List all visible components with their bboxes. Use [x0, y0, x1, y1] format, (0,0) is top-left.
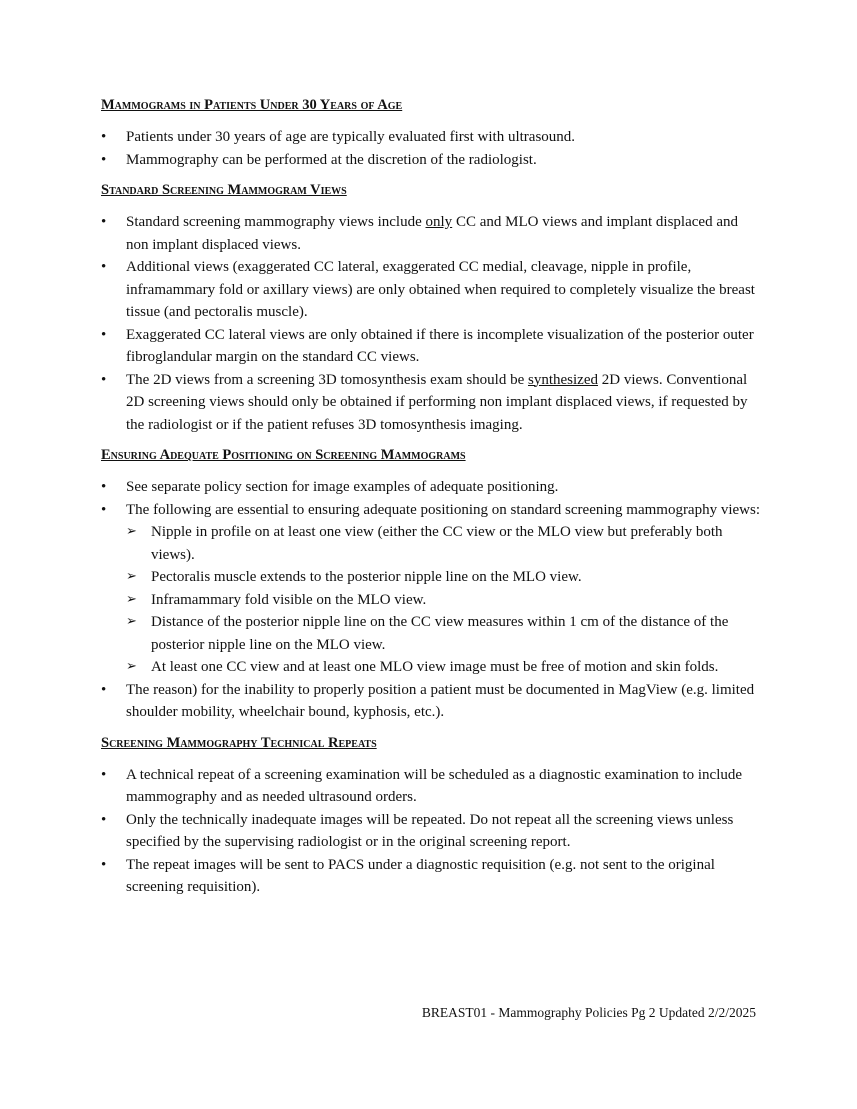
page-footer: BREAST01 - Mammography Policies Pg 2 Updated 2/2/2025	[421, 1005, 756, 1020]
section-heading-technical-repeats: Screening Mammography Technical Repeats	[101, 734, 377, 751]
sub-list-item: ➢ Pectoralis muscle extends to the posterior nipple line on the MLO view.	[126, 566, 761, 589]
text-segment: Standard screening mammography views include	[126, 214, 426, 230]
list-item	[101, 499, 761, 679]
list-item	[101, 211, 761, 256]
list-item	[101, 369, 761, 437]
list-item: • Additional views (exaggerated CC lateral, exaggerated CC medial, cleavage, nipple in profile, inframammary fold or axillary views) are only obtained when required to completely visualize the breast tissue (and pectoralis muscle).	[101, 256, 761, 324]
section-heading-positioning: Ensuring Adequate Positioning on Screening Mammograms	[101, 447, 466, 463]
bullet-list-standard-views	[101, 211, 761, 436]
text-segment: CC and MLO views and implant displaced and non implant displaced views.	[126, 214, 738, 253]
list-item: • Patients under 30 years of age are typically evaluated first with ultrasound.	[101, 126, 761, 149]
sub-list-item: ➢ Inframammary fold visible on the MLO view.	[126, 589, 761, 612]
underlined-text: synthesized	[528, 371, 598, 388]
sub-list-item: ➢ Distance of the posterior nipple line on the CC view measures within 1 cm of the distance of the posterior nipple line on the MLO view.	[126, 611, 761, 656]
list-item: • A technical repeat of a screening examination will be scheduled as a diagnostic examination to include mammography and as needed ultrasound orders.	[101, 764, 761, 809]
sub-list-item: ➢ At least one CC view and at least one MLO view image must be free of motion and skin folds.	[126, 656, 761, 679]
list-item: • The reason) for the inability to properly position a patient must be documented in MagView (e.g. limited shoulder mobility, wheelchair bound, kyphosis, etc.).	[101, 679, 761, 724]
list-item: • Only the technically inadequate images will be repeated. Do not repeat all the screening views unless specified by the supervising radiologist or in the original screening report.	[101, 809, 761, 854]
text-segment: The following are essential to ensuring adequate positioning on standard screening mammography views:	[126, 501, 761, 518]
section-heading-under-30: Mammograms in Patients Under 30 Years of Age	[101, 97, 403, 113]
text-segment: 2D views. Conventional 2D screening views should only be obtained if performing non implant displaced views, if requested by the radiologist or if the patient refuses 3D tomosynthesis imaging.	[126, 371, 748, 433]
underlined-text: only	[425, 214, 453, 230]
text-segment: The 2D views from a screening 3D tomosynthesis exam should be	[126, 371, 529, 388]
bullet-list-technical-repeats	[101, 764, 761, 899]
list-item: • Mammography can be performed at the discretion of the radiologist.	[101, 149, 761, 172]
bullet-list-under-30	[101, 126, 761, 171]
document-page	[101, 96, 761, 909]
section-heading-standard-views: Standard Screening Mammogram Views	[101, 182, 347, 198]
list-item: • See separate policy section for image examples of adequate positioning.	[101, 476, 761, 499]
list-item: • Exaggerated CC lateral views are only obtained if there is incomplete visualization of the posterior outer fibroglandular margin on the standard CC views.	[101, 324, 761, 369]
sub-list-item: ➢ Nipple in profile on at least one view (either the CC view or the MLO view but preferably both views).	[126, 521, 761, 566]
list-item: • The repeat images will be sent to PACS under a diagnostic requisition (e.g. not sent to the original screening requisition).	[101, 854, 761, 899]
sub-bullet-list	[126, 521, 761, 679]
bullet-list-positioning	[101, 476, 761, 724]
